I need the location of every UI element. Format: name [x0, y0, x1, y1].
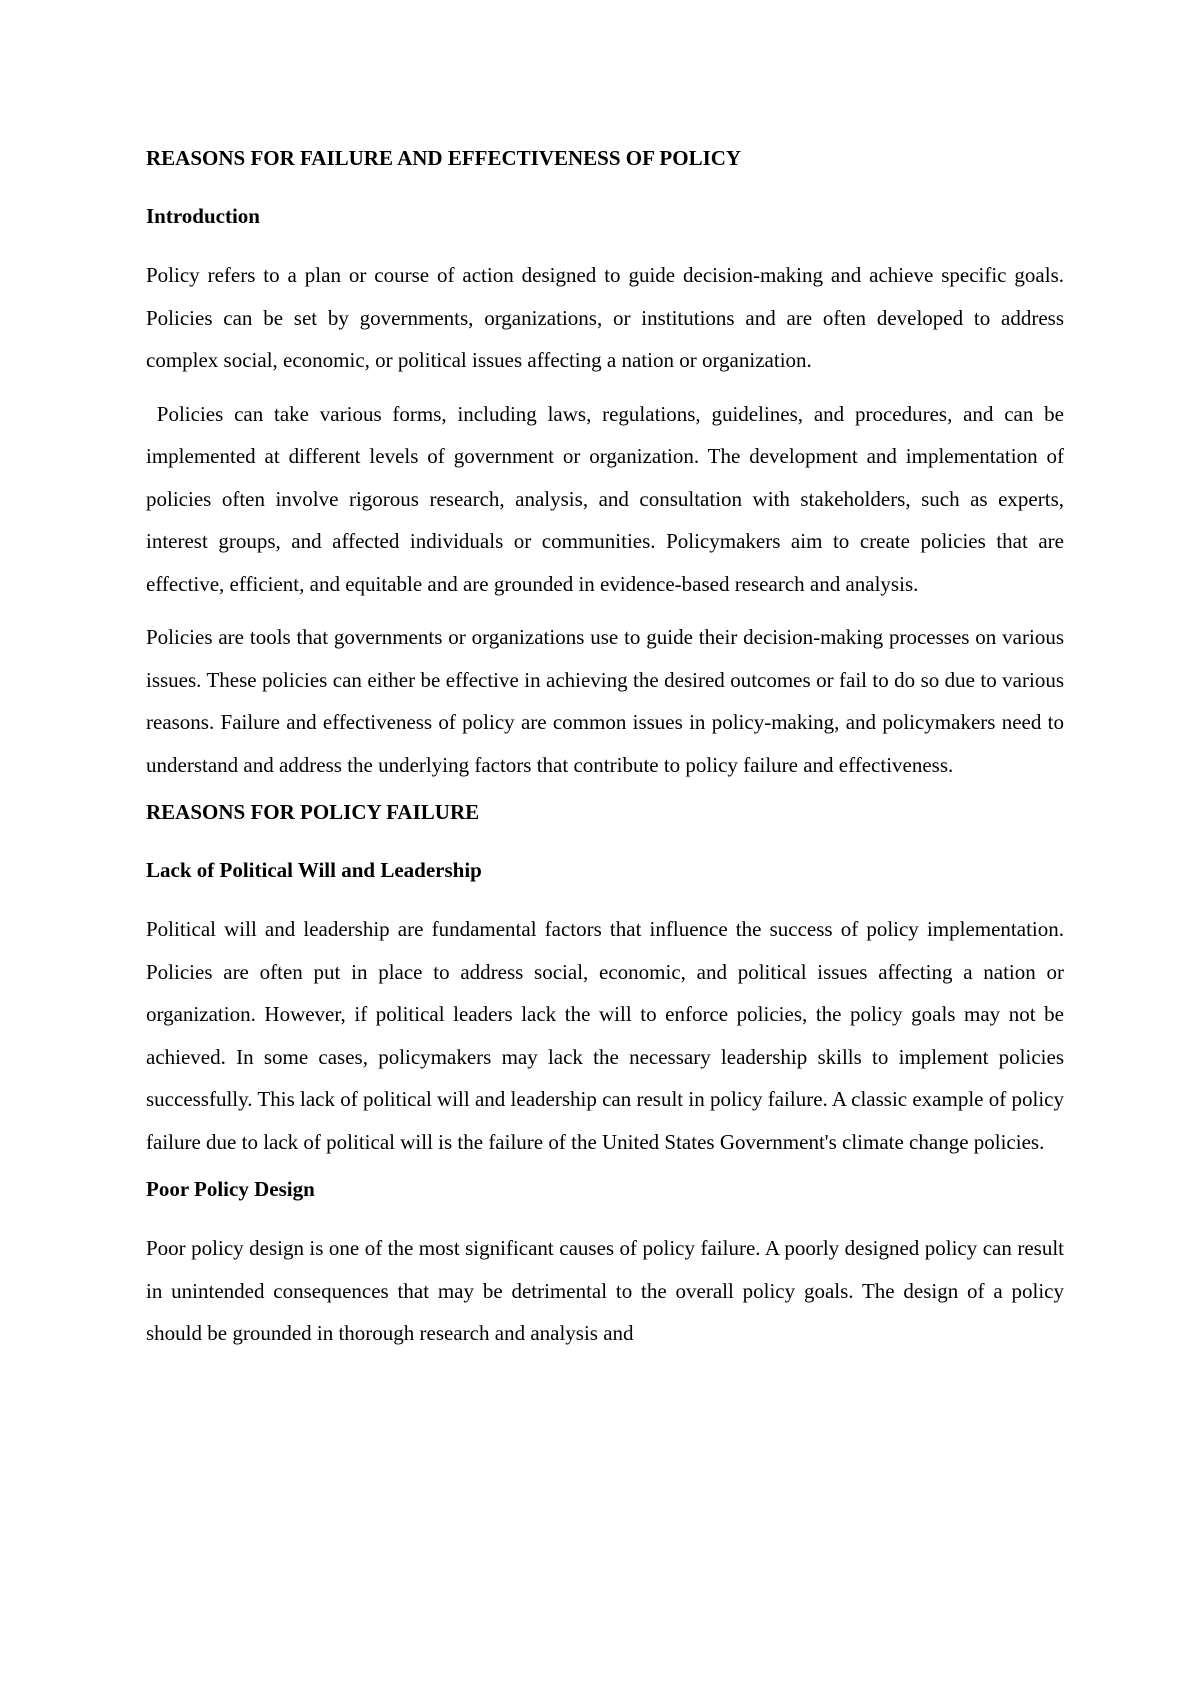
document-title: REASONS FOR FAILURE AND EFFECTIVENESS OF POLICY: [146, 146, 742, 170]
paragraph: Policies are tools that governments or organizations use to guide their decision-making processes on various issues. These policies can either be effective in achieving the desired outcomes or fail to do so due to various reasons. Failure and effectiveness of policy are common issues in policy-making, and policymakers need to understand and address the underlying factors that contribute to policy failure and effectiveness.: [146, 625, 1064, 777]
subsection-heading-poor-policy-design: Poor Policy Design: [146, 1177, 315, 1201]
paragraph: Policy refers to a plan or course of action designed to guide decision-making and achieve specific goals. Policies can be set by governments, organizations, or institutions and are often developed to address complex social, economic, or political issues affecting a nation or organization.: [146, 263, 1064, 372]
section-heading-introduction: Introduction: [146, 204, 260, 228]
paragraph: Poor policy design is one of the most significant causes of policy failure. A poorly designed policy can result in unintended consequences that may be detrimental to the overall policy goals. The design of a policy should be grounded in thorough research and analysis and: [146, 1236, 1064, 1345]
section-heading-policy-failure: REASONS FOR POLICY FAILURE: [146, 800, 480, 824]
paragraph: Policies can take various forms, including laws, regulations, guidelines, and procedures, and can be implemented at different levels of government or organization. The development and implementation of policies often involve rigorous research, analysis, and consultation with stakeholders, such as experts, interest groups, and affected individuals or communities. Policymakers aim to create policies that are effective, efficient, and equitable and are grounded in evidence-based research and analysis.: [146, 401, 1070, 596]
paragraph: Political will and leadership are fundamental factors that influence the success of policy implementation. Policies are often put in place to address social, economic, and political issues affecting a nation or organization. However, if political leaders lack the will to enforce policies, the policy goals may not be achieved. In some cases, policymakers may lack the necessary leadership skills to implement policies successfully. This lack of political will and leadership can result in policy failure. A classic example of policy failure due to lack of political will is the failure of the United States Government's climate change policies.: [146, 917, 1064, 1154]
subsection-heading-political-will: Lack of Political Will and Leadership: [146, 858, 482, 882]
document-page: [146, 146, 1070, 1355]
